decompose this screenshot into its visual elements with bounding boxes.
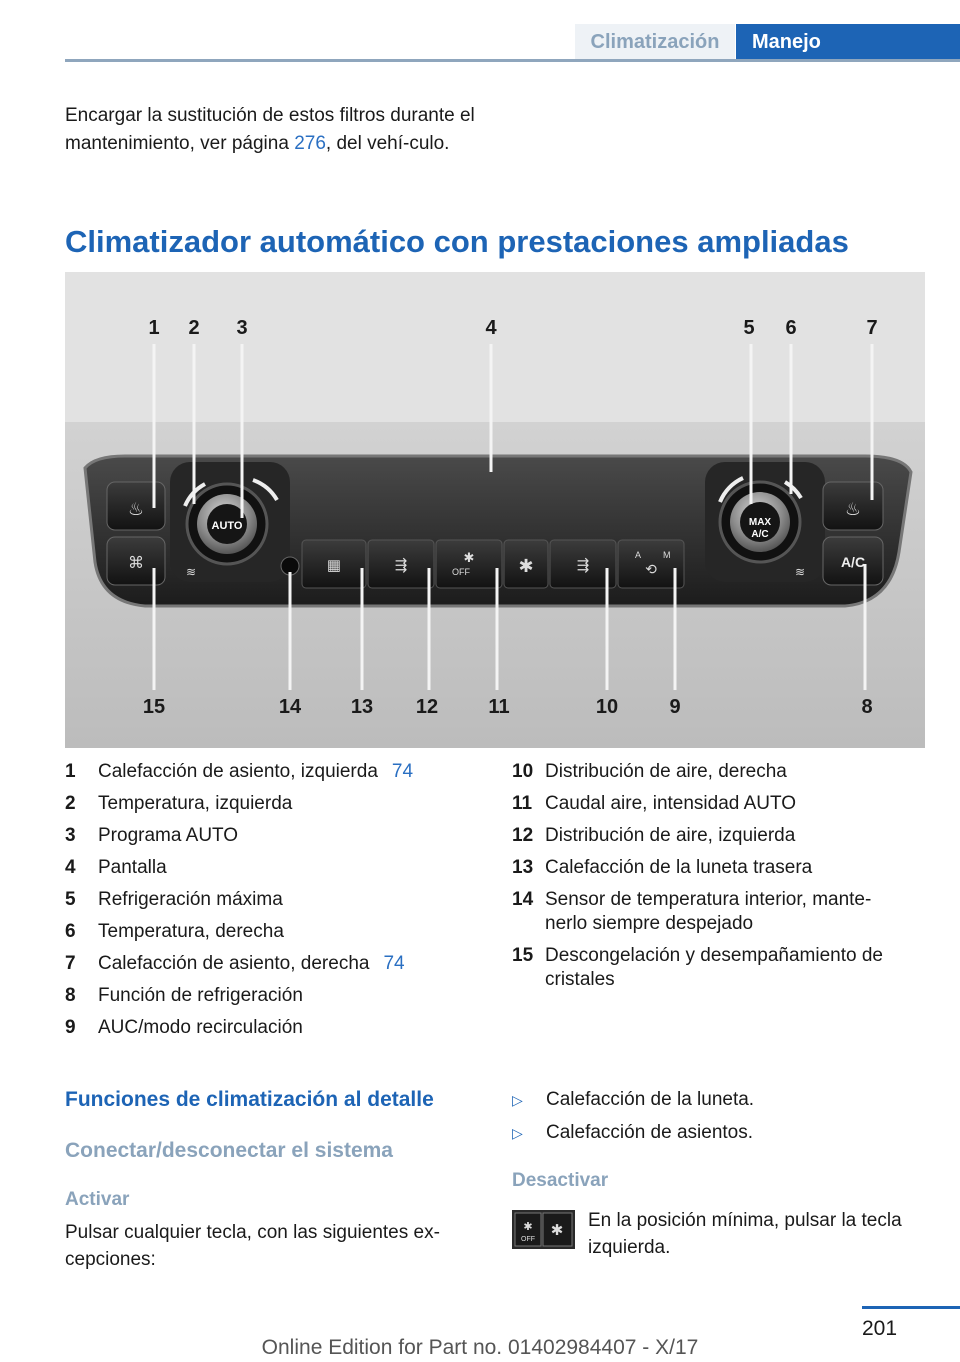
callout-4: 4 bbox=[485, 317, 497, 339]
legend-item: 12 Distribución de aire, izquierda bbox=[512, 825, 796, 846]
off-button-label: OFF bbox=[452, 567, 470, 577]
svg-text:♨: ♨ bbox=[127, 499, 145, 519]
callout-11: 11 bbox=[488, 696, 510, 718]
page-number: 201 bbox=[862, 1317, 898, 1340]
functions-heading: Funciones de climatización al detalle bbox=[65, 1088, 434, 1111]
legend-item: 7 Calefacción de asiento, derecha 74 bbox=[65, 953, 405, 974]
svg-text:≋: ≋ bbox=[794, 565, 806, 579]
section-title: Climatizador automático con prestaciones ampliadas bbox=[65, 224, 849, 259]
legend-right bbox=[512, 760, 912, 1000]
callout-7: 7 bbox=[866, 317, 878, 339]
svg-text:⇶: ⇶ bbox=[576, 557, 590, 574]
max-ac-label-1: MAX bbox=[748, 517, 772, 528]
climate-control-panel-illustration bbox=[65, 272, 925, 748]
callout-3: 3 bbox=[236, 317, 248, 339]
svg-text:≋: ≋ bbox=[185, 565, 197, 579]
svg-text:♨: ♨ bbox=[844, 499, 862, 519]
callout-12: 12 bbox=[415, 696, 439, 718]
list-item: ▷ Calefacción de asientos. bbox=[512, 1122, 754, 1143]
header-rule bbox=[65, 59, 960, 62]
callout-5: 5 bbox=[743, 317, 755, 339]
svg-text:✱: ✱ bbox=[523, 1221, 533, 1233]
callout-1: 1 bbox=[148, 317, 160, 339]
triangle-bullet-icon: ▷ bbox=[512, 1092, 523, 1108]
edition-footer: Online Edition for Part no. 01402984407 - X/17 bbox=[261, 1336, 699, 1359]
on-off-subheading: Conectar/desconectar el sistema bbox=[65, 1139, 393, 1162]
ac-button-label: A/C bbox=[840, 554, 866, 570]
page-link-276[interactable]: 276 bbox=[294, 133, 326, 154]
list-item: ▷ Calefacción de la luneta. bbox=[512, 1089, 755, 1110]
legend-item: 10 Distribución de aire, derecha bbox=[512, 761, 787, 782]
legend-item: 8 Función de refrigeración bbox=[65, 985, 303, 1006]
activar-title: Activar bbox=[65, 1189, 130, 1210]
legend-item: 4 Pantalla bbox=[65, 857, 167, 878]
desactivar-text: En la posición mínima, pulsar la tecla izquierda. bbox=[588, 1210, 902, 1258]
fan-off-label: OFF bbox=[521, 1236, 535, 1243]
triangle-bullet-icon: ▷ bbox=[512, 1125, 523, 1141]
legend-item: 9 AUC/modo recirculación bbox=[65, 1017, 303, 1038]
svg-text:✱: ✱ bbox=[463, 550, 475, 565]
svg-text:✱: ✱ bbox=[518, 556, 534, 576]
section-tab: Climatización bbox=[575, 24, 735, 61]
intro-paragraph: Encargar la sustitución de estos filtros durante el mantenimiento, ver página 276, del vehí-culo. bbox=[65, 105, 475, 154]
max-ac-label-2: A/C bbox=[751, 529, 769, 540]
callout-8: 8 bbox=[861, 696, 873, 718]
legend-item: 5 Refrigeración máxima bbox=[65, 889, 283, 910]
legend-item: 3 Programa AUTO bbox=[65, 825, 239, 846]
legend-item: 11 Caudal aire, intensidad AUTO bbox=[512, 793, 797, 814]
callout-9: 9 bbox=[669, 696, 681, 718]
auto-knob-label: AUTO bbox=[211, 520, 243, 532]
callout-2: 2 bbox=[188, 317, 200, 339]
svg-text:✱: ✱ bbox=[550, 1222, 564, 1239]
callout-15: 15 bbox=[142, 696, 166, 718]
legend-item: 2 Temperatura, izquierda bbox=[65, 793, 293, 814]
exceptions-list bbox=[512, 1088, 932, 1154]
page-link-74[interactable]: 74 bbox=[391, 761, 414, 782]
callout-14: 14 bbox=[278, 696, 302, 718]
callout-13: 13 bbox=[350, 696, 374, 718]
footer-rule bbox=[862, 1306, 960, 1309]
svg-text:▦: ▦ bbox=[326, 557, 342, 574]
legend-item: 6 Temperatura, derecha bbox=[65, 921, 284, 942]
legend-left bbox=[65, 760, 485, 1048]
legend-item: 14 Sensor de temperatura interior, mante-nerlo siempre despejado bbox=[512, 889, 872, 934]
chapter-tab: Manejo bbox=[736, 24, 960, 61]
auc-a-label: A bbox=[635, 550, 642, 560]
page-link-74[interactable]: 74 bbox=[383, 953, 405, 974]
svg-text:⟲: ⟲ bbox=[645, 561, 657, 577]
legend-item: 1 Calefacción de asiento, izquierda 74 bbox=[65, 761, 414, 782]
callout-6: 6 bbox=[785, 317, 797, 339]
legend-item: 13 Calefacción de la luneta trasera bbox=[512, 857, 813, 878]
callout-10: 10 bbox=[595, 696, 619, 718]
svg-text:⇶: ⇶ bbox=[394, 557, 408, 574]
svg-text:⌘: ⌘ bbox=[128, 555, 144, 572]
activar-text: Pulsar cualquier tecla, con las siguientes ex-cepciones: bbox=[65, 1222, 440, 1270]
legend-item: 15 Descongelación y desempañamiento de cristales bbox=[512, 945, 883, 990]
auc-m-label: M bbox=[663, 550, 671, 560]
fan-off-button-icon bbox=[512, 1210, 575, 1249]
desactivar-title: Desactivar bbox=[512, 1170, 609, 1191]
